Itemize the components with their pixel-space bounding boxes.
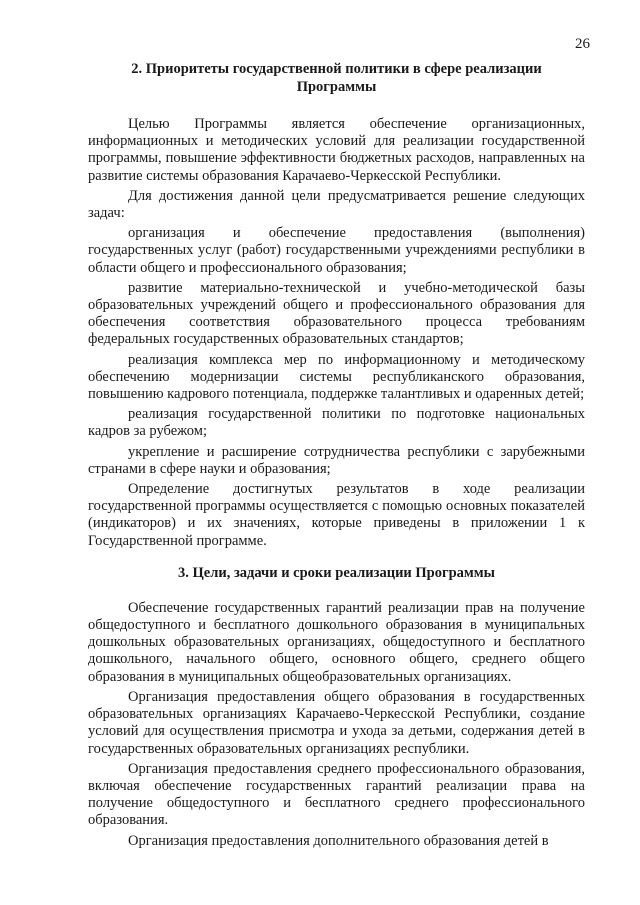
paragraph: Организация предоставления дополнительного образования детей в bbox=[128, 832, 549, 849]
section-2-title-line2: Программы bbox=[296, 79, 377, 95]
paragraph: укрепление и расширение сотрудничества республики с зарубежными странами в сфере науки и образования; bbox=[88, 443, 585, 477]
paragraph: Для достижения данной цели предусматривается решение следующих задач: bbox=[88, 187, 585, 222]
section-3-title: 3. Цели, задачи и сроки реализации Программы bbox=[178, 564, 495, 581]
section-2-title bbox=[88, 60, 585, 96]
page-number: 26 bbox=[575, 36, 590, 52]
paragraph: Целью Программы является обеспечение организационных, информационных и методических условий для реализации государственной программы, повышение эффективности бюджетных расходов, направленных на развитие системы образования Карачаево-Черкесской Республики. bbox=[88, 116, 585, 184]
section-2-title-line1: 2. Приоритеты государственной политики в сфере реализации bbox=[131, 61, 542, 77]
paragraph: организация и обеспечение предоставления (выполнения) государственных услуг (работ) государственными учреждениями республики в области общего и профессионального образования; bbox=[88, 225, 585, 276]
paragraph: реализация комплекса мер по информационному и методическому обеспечению модернизации системы республиканского образования, повышению кадрового потенциала, поддержке талантливых и одаренных детей; bbox=[88, 351, 585, 403]
paragraph: Обеспечение государственных гарантий реализации прав на получение общедоступного и бесплатного дошкольного образования в муниципальных дошкольных образовательных организациях, общедоступного и бесплатного дошкольного, начального общего, основного общего, среднего общего образования в муниципальных общеобразовательных организациях. bbox=[88, 599, 585, 685]
paragraph: Организация предоставления общего образования в государственных образовательных организациях Карачаево-Черкесской Республики, создание условий для осуществления присмотра и ухода за детьми, содержания детей в государственных образовательных организациях республики. bbox=[88, 688, 585, 757]
paragraph: развитие материально-технической и учебно-методической базы образовательных учреждений общего и профессионального образования для обеспечения соответствия образовательного процесса требованиям федеральных государственных образовательных стандартов; bbox=[88, 279, 585, 348]
paragraph: Организация предоставления среднего профессионального образования, включая обеспечение государственных гарантий реализации права на получение общедоступного и бесплатного среднего профессионального образования. bbox=[88, 760, 585, 829]
paragraph: Определение достигнутых результатов в ходе реализации государственной программы осуществляется с помощью основных показателей (индикаторов) и их значениях, которые приведены в приложении 1 к Государственной программе. bbox=[88, 481, 585, 549]
paragraph: реализация государственной политики по подготовке национальных кадров за рубежом; bbox=[88, 406, 585, 440]
page-content bbox=[88, 60, 585, 850]
